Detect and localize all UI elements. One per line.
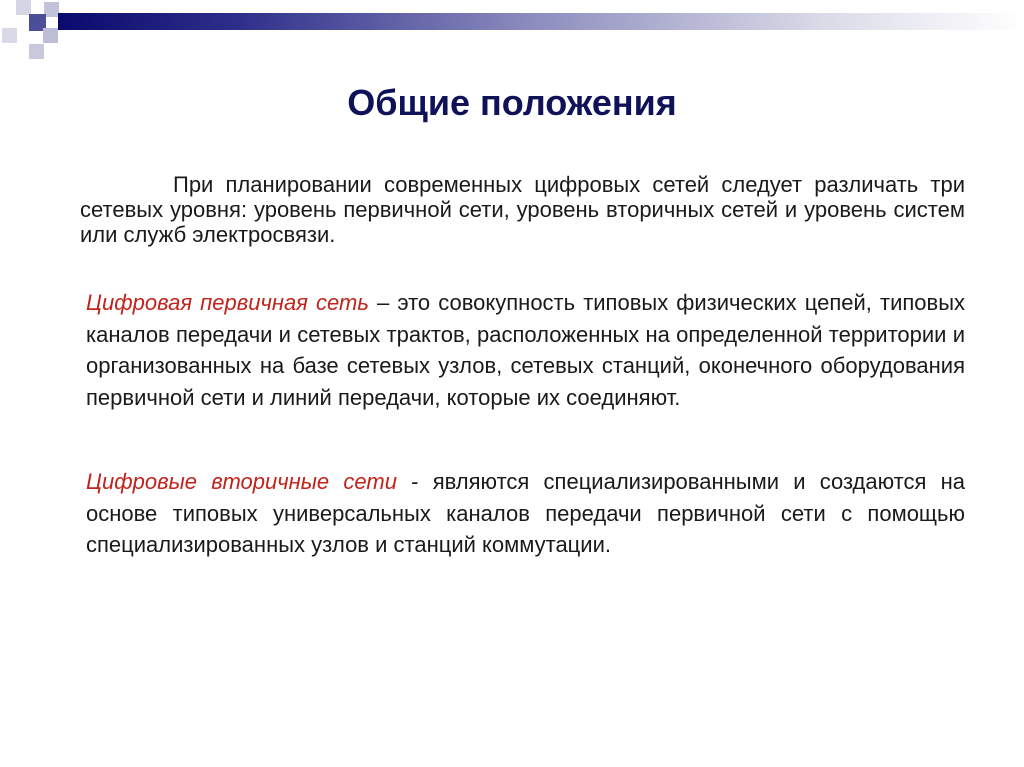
definition-paragraph-primary-network — [86, 287, 965, 413]
header-gradient-bar — [58, 13, 1024, 30]
definition-text-primary-network: – это совокупность типовых физических цепей, типовых каналов передачи и сетевых трактов, расположенных на определенной территории и организованных на базе сетевых узлов, сетевых станций, оконечного оборудования первичной сети и линий передачи, которые их соединяют. — [86, 290, 966, 410]
term-primary-network: Цифровая первичная сеть — [86, 290, 369, 315]
decorative-square — [29, 44, 44, 59]
intro-paragraph: При планировании современных цифровых сетей следует различать три сетевых уровня: уровень первичной сети, уровень вторичных сетей и уровень систем или служб электросвязи. — [80, 172, 965, 247]
decorative-square — [43, 28, 58, 43]
term-secondary-networks: Цифровые вторичные сети — [86, 469, 397, 494]
definition-paragraph-secondary-networks — [86, 466, 965, 561]
slide-title: Общие положения — [347, 82, 677, 123]
decorative-square — [2, 28, 17, 43]
decorative-square — [44, 2, 59, 17]
decorative-square — [16, 0, 31, 15]
definition-text-secondary-networks: - являются специализированными и создаются на основе типовых универсальных каналов передачи первичной сети с помощью специализированных узлов и станций коммутации. — [86, 469, 966, 557]
